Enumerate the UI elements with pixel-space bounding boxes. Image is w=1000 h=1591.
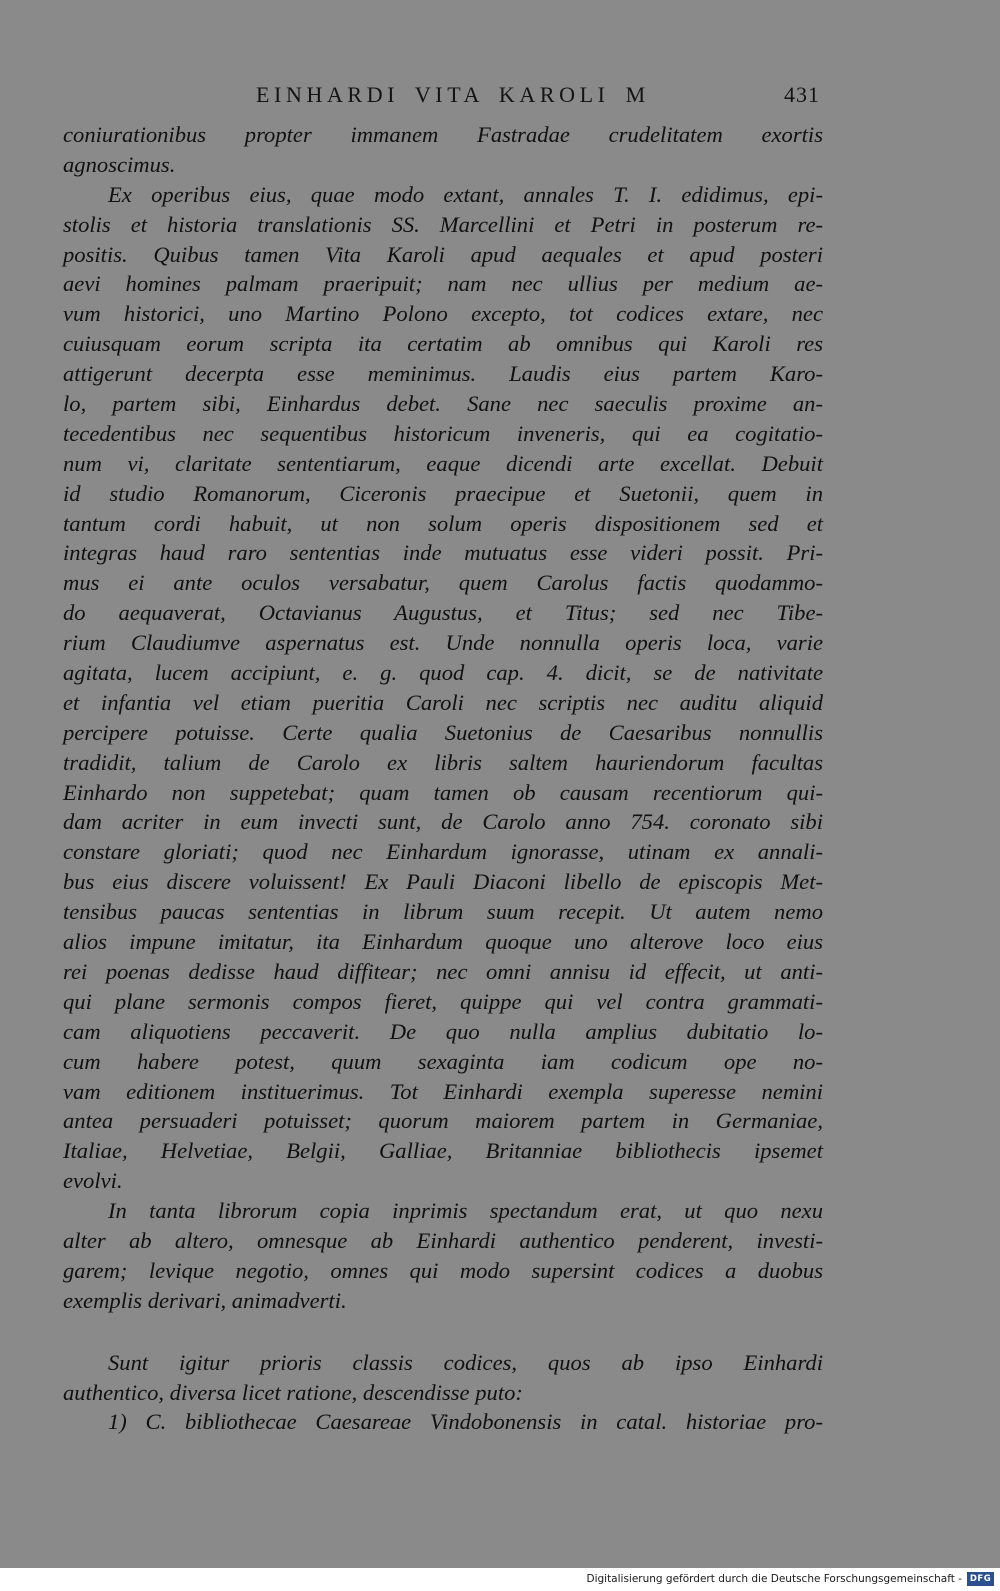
text-line: cum habere potest, quum sexaginta iam codicum ope no- <box>63 1048 823 1074</box>
text-line: coniurationibus propter immanem Fastradae crudelitatem exortis <box>63 122 823 147</box>
text-line: integras haud raro sententias inde mutuatus esse videri possit. Pri- <box>63 540 823 566</box>
text-line: constare gloriati; quod nec Einhardum ignorasse, utinam ex annali- <box>63 839 823 865</box>
text-line: alios impune imitatur, ita Einhardum quoque uno alterove loco eius <box>63 929 823 955</box>
text-line: Ex operibus eius, quae modo extant, annales T. I. edidimus, epi- <box>108 181 823 207</box>
text-line: dam acriter in eum invecti sunt, de Carolo anno 754. coronato sibi <box>63 809 823 835</box>
text-line: In tanta librorum copia inprimis spectandum erat, ut quo nexu <box>108 1198 823 1224</box>
text-line: num vi, claritate sententiarum, eaque dicendi arte excellat. Debuit <box>63 450 823 476</box>
text-line: do aequaverat, Octavianus Augustus, et Titus; sed nec Tibe- <box>63 600 823 626</box>
funding-credit: Digitalisierung gefördert durch die Deutsche Forschungsgemeinschaft - <box>586 1573 962 1585</box>
digitization-footer <box>0 1568 1000 1591</box>
dfg-logo-icon: DFG <box>967 1572 994 1586</box>
page-number: 431 <box>784 82 820 107</box>
text-line: qui plane sermonis compos fieret, quippe qui vel contra grammati- <box>63 988 823 1014</box>
text-line: vum historici, uno Martino Polono excepto, tot codices extare, nec <box>63 301 823 327</box>
text-line: tensibus paucas sententias in librum suum recepit. Ut autem nemo <box>63 899 823 925</box>
text-line: cam aliquotiens peccaverit. De quo nulla amplius dubitatio lo- <box>63 1018 823 1044</box>
text-line: rium Claudiumve aspernatus est. Unde nonnulla operis loca, varie <box>63 630 823 656</box>
text-line: alter ab altero, omnesque ab Einhardi authentico penderent, investi- <box>63 1227 823 1253</box>
section-spacer <box>63 1316 823 1348</box>
text-line: aevi homines palmam praeripuit; nam nec ullius per medium ae- <box>63 271 823 297</box>
text-line: Italiae, Helvetiae, Belgii, Galliae, Britanniae bibliothecis ipsemet <box>63 1138 823 1164</box>
text-line: mus ei ante oculos versabatur, quem Carolus factis quodammo- <box>63 570 823 596</box>
text-line: exemplis derivari, animadverti. <box>63 1287 347 1313</box>
text-line: positis. Quibus tamen Vita Karoli apud aequales et apud posteri <box>63 241 823 267</box>
text-line: et infantia vel etiam pueritia Caroli nec scriptis nec auditu aliquid <box>63 689 823 715</box>
text-line: stolis et historia translationis SS. Marcellini et Petri in posterum re- <box>63 211 823 237</box>
text-line: Einhardo non suppetebat; quam tamen ob causam recentiorum qui- <box>63 779 823 805</box>
text-line: antea persuaderi potuisset; quorum maiorem partem in Germaniae, <box>63 1108 823 1134</box>
text-line: attigerunt decerpta esse meminimus. Laudis eius partem Karo- <box>63 361 823 387</box>
running-title: EINHARDI VITA KAROLI M <box>256 82 650 107</box>
text-line: id studio Romanorum, Ciceronis praecipue et Suetonii, quem in <box>63 480 823 506</box>
text-line: rei poenas dedisse haud diffitear; nec omni annisu id effecit, ut anti- <box>63 958 823 984</box>
text-line: bus eius discere voluissent! Ex Pauli Diaconi libello de episcopis Met- <box>63 869 823 895</box>
list-item-line: 1) C. bibliothecae Caesareae Vindobonensis in catal. historiae pro- <box>108 1409 823 1435</box>
text-line: lo, partem sibi, Einhardus debet. Sane nec saeculis proxime an- <box>63 391 823 417</box>
text-line: Sunt igitur prioris classis codices, quos ab ipso Einhardi <box>108 1349 823 1375</box>
text-line: cuiusquam eorum scripta ita certatim ab omnibus qui Karoli res <box>63 331 823 357</box>
text-line: tantum cordi habuit, ut non solum operis dispositionem sed et <box>63 510 823 536</box>
body-text <box>63 120 823 1437</box>
text-line: tradidit, talium de Carolo ex libris saltem hauriendorum facultas <box>63 749 823 775</box>
text-line: agitata, lucem accipiunt, e. g. quod cap. 4. dicit, se de nativitate <box>63 660 823 686</box>
text-line: garem; levique negotio, omnes qui modo supersint codices a duobus <box>63 1257 823 1283</box>
text-line: vam editionem instituerimus. Tot Einhardi exempla superesse nemini <box>63 1078 823 1104</box>
text-line: evolvi. <box>63 1168 123 1194</box>
text-line: agnoscimus. <box>63 151 176 177</box>
text-line: tecedentibus nec sequentibus historicum inveneris, qui ea cogitatio- <box>63 420 823 446</box>
running-header <box>0 82 1000 112</box>
text-line: authentico, diversa licet ratione, descendisse puto: <box>63 1379 523 1405</box>
text-line: percipere potuisse. Certe qualia Suetonius de Caesaribus nonnullis <box>63 719 823 745</box>
